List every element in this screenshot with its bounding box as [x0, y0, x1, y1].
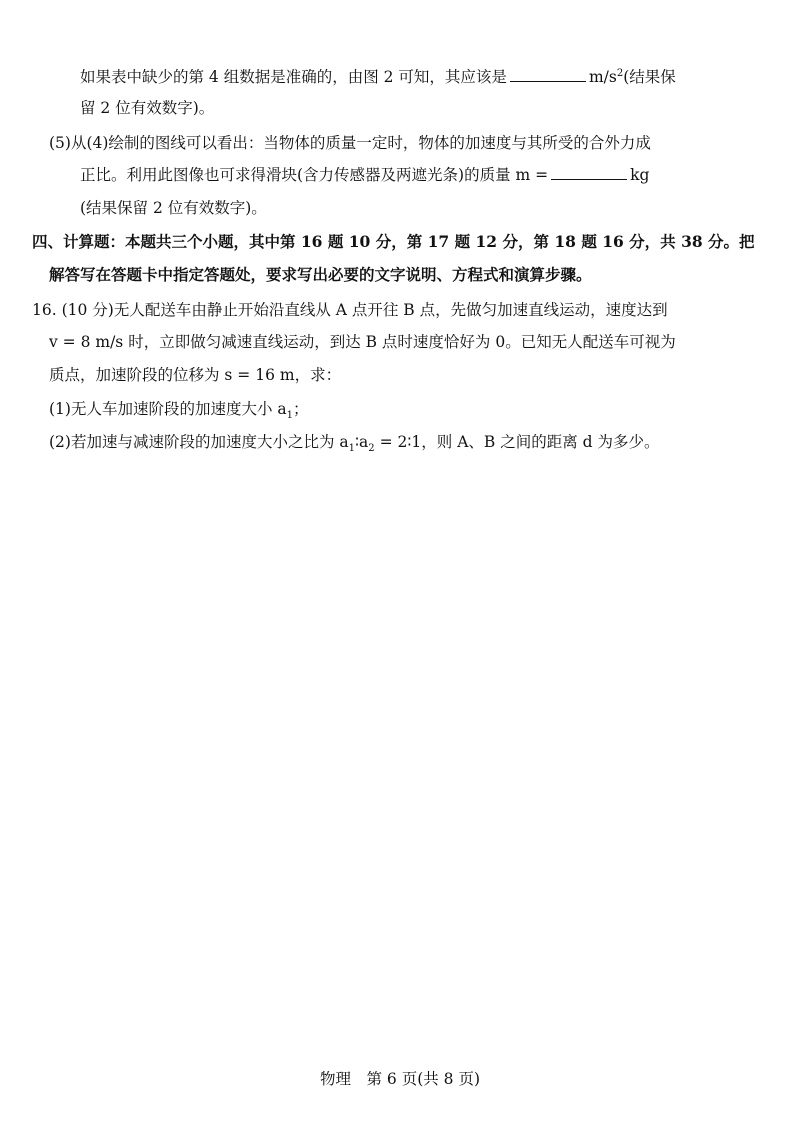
q16-sub2-subscript-1: 1 [348, 443, 356, 455]
q5-line-3 [80, 197, 267, 219]
q16-text-2: v = 8 m/s 时，立即做匀减速直线运动，到达 B 点时速度恰好为 0。已知无人配送车可视为 [49, 333, 676, 351]
q5-text-1: (5)从(4)绘制的图线可以看出：当物体的质量一定时，物体的加速度与其所受的合外力成 [49, 134, 651, 152]
q4-unit-exponent: 2 [616, 68, 624, 79]
q16-sub1-text: (1)无人车加速阶段的加速度大小 a [49, 400, 287, 418]
q16-text-1: 16. (10 分)无人配送车由静止开始沿直线从 A 点开往 B 点，先做匀加速直线运动，速度达到 [32, 301, 668, 319]
q16-line-3 [49, 364, 341, 386]
section-4-text-1: 四、计算题：本题共三个小题，其中第 16 题 10 分，第 17 题 12 分，第 18 题 16 分，共 38 分。把 [32, 232, 755, 251]
q16-sub-1 [49, 398, 309, 427]
q5-line-2 [80, 164, 649, 186]
section-4-text-2: 解答写在答题卡中指定答题处，要求写出必要的文字说明、方程式和演算步骤。 [49, 265, 592, 284]
page-footer: 物理 第 6 页(共 8 页) [319, 1070, 481, 1088]
answer-blank-acceleration [510, 67, 586, 82]
q5-text-3: (结果保留 2 位有效数字)。 [80, 199, 267, 217]
q4-text-2: (结果保 [623, 68, 676, 87]
q16-sub2-subscript-2: 2 [368, 443, 375, 455]
q16-sub-2 [49, 431, 660, 460]
q5-text-2: 正比。利用此图像也可求得滑块(含力传感器及两遮光条)的质量 m = [80, 166, 549, 184]
q16-sub1-subscript: 1 [286, 410, 293, 422]
q4-text-1: 如果表中缺少的第 4 组数据是准确的，由图 2 可知，其应该是 [80, 68, 507, 87]
q4-text-3: 留 2 位有效数字)。 [80, 99, 215, 117]
q4-continuation-line-2 [80, 97, 214, 119]
q16-sub1-end: ； [293, 400, 309, 418]
q16-sub2-text: (2)若加速与减速阶段的加速度大小之比为 a [49, 433, 349, 451]
q16-sub2-ratio: ∶a [355, 433, 369, 451]
section-4-heading-line-1 [32, 231, 755, 253]
q4-continuation-line-1 [80, 63, 676, 88]
q16-line-2 [49, 331, 676, 353]
q16-line-1 [32, 299, 668, 321]
q4-unit: m/s [588, 68, 617, 87]
q16-text-3: 质点，加速阶段的位移为 s = 16 m，求： [49, 366, 342, 384]
q5-unit: kg [630, 166, 650, 184]
q5-line-1 [49, 132, 651, 154]
q16-sub2-end: = 2∶1，则 A、B 之间的距离 d 为多少。 [374, 433, 660, 451]
section-4-heading-line-2 [49, 264, 592, 286]
answer-blank-mass [551, 165, 627, 180]
